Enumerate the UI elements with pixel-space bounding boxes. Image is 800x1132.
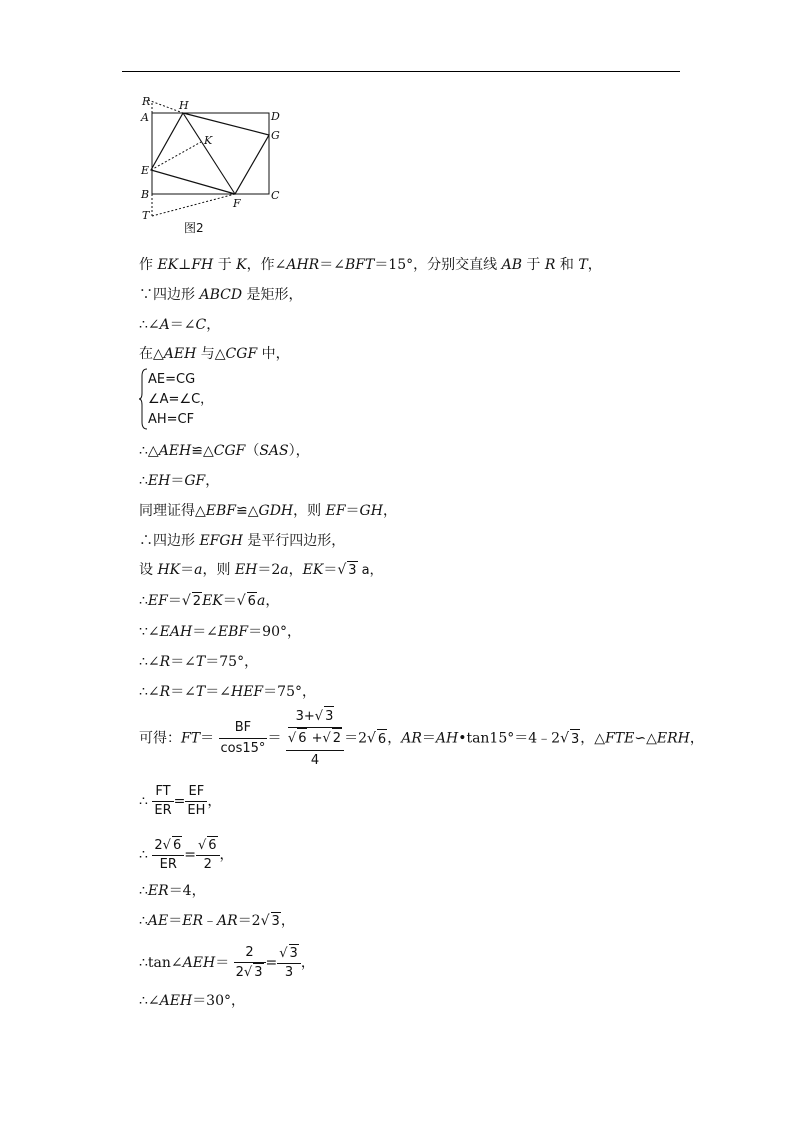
line-er-4: ∴ER＝4，	[139, 883, 206, 899]
line-parallelogram: ∴四边形 EFGH 是平行四边形，	[139, 533, 346, 549]
label-c: C	[271, 189, 280, 202]
condition-ae-cg: AE=CG	[148, 372, 196, 387]
parallelogram-efgh	[151, 113, 269, 194]
dashed-tf	[152, 194, 235, 216]
line-ft-computation: 可得：FT＝ $\frac{BF}{\cos 15^\circ}$ ＝ 3+√ 3 √ 6 +√ 2 4 ＝2√ 6，AR＝AH•tan15°＝4﹣2√ 3，△FTE∽△ERH，	[139, 706, 704, 771]
line-triangles: 在△AEH 与△CGF 中，	[139, 346, 290, 362]
dashed-rh	[148, 100, 183, 113]
line-ratio-ft-er: ∴ $\frac{FT}{ER}$ = $\frac{EF}{EH}$ ，	[139, 784, 222, 818]
label-b: B	[141, 188, 150, 201]
line-right-angles: ∵∠EAH＝∠EBF＝90°，	[139, 624, 301, 640]
line-r-t-hef: ∴∠R＝∠T＝∠HEF＝75°，	[139, 684, 316, 700]
fraction-compound: 3+√ 3 √ 6 +√ 2 4	[286, 706, 344, 771]
line-aeh-30: ∴∠AEH＝30°，	[139, 993, 246, 1009]
line-angle-a-c: ∴∠A＝∠C，	[139, 317, 221, 333]
label-k: K	[204, 134, 213, 147]
line-eh-gf: ∴EH＝GF，	[139, 473, 220, 489]
label-r: R	[142, 95, 151, 108]
line-r-t-75: ∴∠R＝∠T＝75°，	[139, 654, 259, 670]
line-ef: ∴EF＝√ 2EK＝√ 6a，	[139, 593, 280, 609]
line-similarly: 同理证得△EBF≌△GDH，则 EF＝GH，	[139, 503, 397, 519]
label-e: E	[141, 164, 150, 177]
label-a: A	[141, 111, 149, 124]
line-let-hk: 设 HK＝a，则 EH＝2a，EK＝√ 3 a，	[139, 562, 383, 578]
line-rectangle: ∵四边形 ABCD 是矩形，	[139, 287, 303, 303]
line-ratio-values: ∴ $\frac{2√ 6}{ER}$ = $\frac{√ 6}{2}$ ，	[139, 838, 234, 872]
line-construction: 作 EK⊥FH 于 K，作∠AHR＝∠BFT＝15°，分别交直线 AB 于 R 和 T，	[139, 257, 602, 273]
condition-ah-cf: AH=CF	[148, 412, 195, 427]
label-t: T	[142, 209, 150, 222]
line-congruent-sas: ∴△AEH≌△CGF（SAS），	[139, 443, 310, 459]
rectangle-abcd	[152, 113, 269, 194]
label-h: H	[179, 99, 189, 112]
header-rule	[122, 71, 680, 72]
condition-angle-a-c: ∠A=∠C，	[148, 392, 214, 407]
figure-caption: 图2	[184, 221, 204, 235]
fraction-bf-cos15: $\frac{BF}{\cos 15^\circ}$	[220, 720, 266, 756]
label-f: F	[233, 197, 241, 210]
label-g: G	[271, 129, 280, 142]
label-d: D	[271, 110, 280, 123]
line-ae: ∴AE＝ER﹣AR＝2√ 3，	[139, 913, 295, 929]
geometry-figure	[134, 92, 304, 240]
line-tan-aeh: ∴tan∠AEH＝ $\frac{2}{2√ 3}$ = $\frac{√ 3}{3}$ ，	[139, 945, 315, 980]
